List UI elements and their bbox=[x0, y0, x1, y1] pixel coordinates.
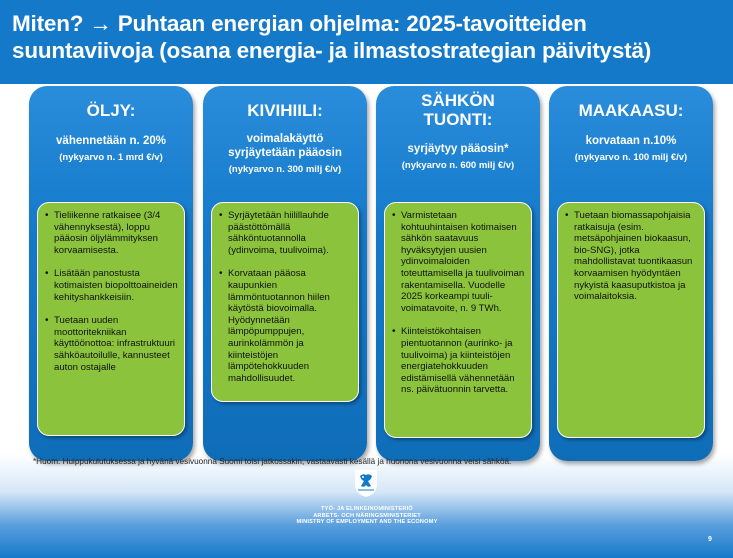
list-item: • Tuetaan biomassapohjaisia ratkaisuja (esim. metsäpohjainen biokaasun, bio-SNG), jotka mahdollistavat tuontikaasun korvaamisen hyödyntäen nykyistä kaasuputkistoa ja voimalaitoksia. bbox=[564, 210, 698, 303]
list-item: • Tieliikenne ratkaisee (3/4 vähennyksestä), loppu pääosin öljylämmityksen korvaamisesta. bbox=[44, 210, 178, 256]
list-item: • Syrjäytetään hiilillauhde päästöttömällä sähköntuotannolla (ydinvoima, tuulivoima). bbox=[218, 210, 352, 256]
column-panel bbox=[384, 202, 532, 438]
ministry-name-en: MINISTRY OF EMPLOYMENT AND THE ECONOMY bbox=[296, 519, 438, 526]
column-note: (nykyarvo n. 600 milj €/v) bbox=[401, 160, 515, 171]
column-header bbox=[376, 86, 540, 194]
list-item: • Korvataan pääosa kaupunkien lämmöntuotannon hiilen käytöstä biovoimalla. Hyödynnetään lämpöpumppujen, aurinkolämmön ja kiinteistöjen lämpötehokkuuden mahdollisuudet. bbox=[218, 268, 352, 384]
page-number: 9 bbox=[708, 536, 712, 543]
column-subtitle: korvataan n.10% bbox=[585, 135, 677, 147]
list-item: • Kiinteistökohtaisen pientuotannon (aurinko- ja tuulivoima) ja kiinteistöjen energiatehokkuuden edistämisellä vähennetään ns. päivätuonnin tarvetta. bbox=[391, 326, 525, 396]
column-header bbox=[29, 86, 193, 194]
column-title: ÖLJY: bbox=[86, 101, 136, 120]
list-item: • Lisätään panostusta kotimaisten biopolttoaineiden kehityshankkeisiin. bbox=[44, 268, 178, 303]
column-subtitle: voimalakäyttö syrjäytetään pääosin bbox=[228, 133, 342, 159]
column-panel bbox=[211, 202, 359, 402]
slide-title: Miten? → Puhtaan energian ohjelma: 2025-tavoitteiden suuntaviivoja (osana energia- ja ilmastostrategian päivitystä) bbox=[12, 11, 652, 63]
column-maakaasu bbox=[549, 86, 713, 461]
column-note: (nykyarvo n. 100 milj €/v) bbox=[574, 152, 688, 163]
column-note: (nykyarvo n. 1 mrd €/v) bbox=[59, 152, 163, 163]
list-item: • Tuetaan uuden moottoritekniikan käyttöönottoa: infrastruktuuri sähköautoilulle, kannusteet auton ostajalle bbox=[44, 315, 178, 373]
lion-crest-icon bbox=[352, 466, 380, 498]
list-item: • Varmistetaan kohtuuhintaisen kotimaisen sähkön saatavuus hyväksytyjen uusien ydinvoimaloiden toteuttamisella ja tuulivoiman rakentamisella. Vuodelle 2025 korkeampi tuuli-voimatavoite, n. 9 TWh. bbox=[391, 210, 525, 314]
ministry-logo-text bbox=[250, 506, 484, 526]
column-title: SÄHKÖN TUONTI: bbox=[421, 91, 495, 129]
column-title: KIVIHIILI: bbox=[247, 101, 323, 120]
column-subtitle: syrjäytyy pääosin* bbox=[407, 143, 509, 155]
column-sahkon-tuonti bbox=[376, 86, 540, 461]
column-header bbox=[549, 86, 713, 194]
column-panel bbox=[557, 202, 705, 438]
column-header bbox=[203, 86, 367, 194]
ministry-name-fi: TYÖ- JA ELINKEINOMINISTERIÖ bbox=[321, 506, 413, 512]
column-oljy bbox=[29, 86, 193, 461]
title-bar bbox=[0, 0, 733, 84]
column-title: MAAKAASU: bbox=[578, 101, 684, 120]
footnote: *Huom. Huippukulutuksessa ja hyvänä vesivuonna Suomi toisi jatkossakin, vastaavasti kesällä ja huonona vesivuonna veisi sähköä. bbox=[33, 457, 512, 466]
column-note: (nykyarvo n. 300 milj €/v) bbox=[228, 164, 342, 175]
ministry-name-sv: ARBETS- OCH NÄRINGSMINISTERIET bbox=[313, 512, 421, 519]
column-subtitle: vähennetään n. 20% bbox=[56, 135, 166, 147]
column-panel bbox=[37, 202, 185, 436]
column-kivihiili bbox=[203, 86, 367, 461]
